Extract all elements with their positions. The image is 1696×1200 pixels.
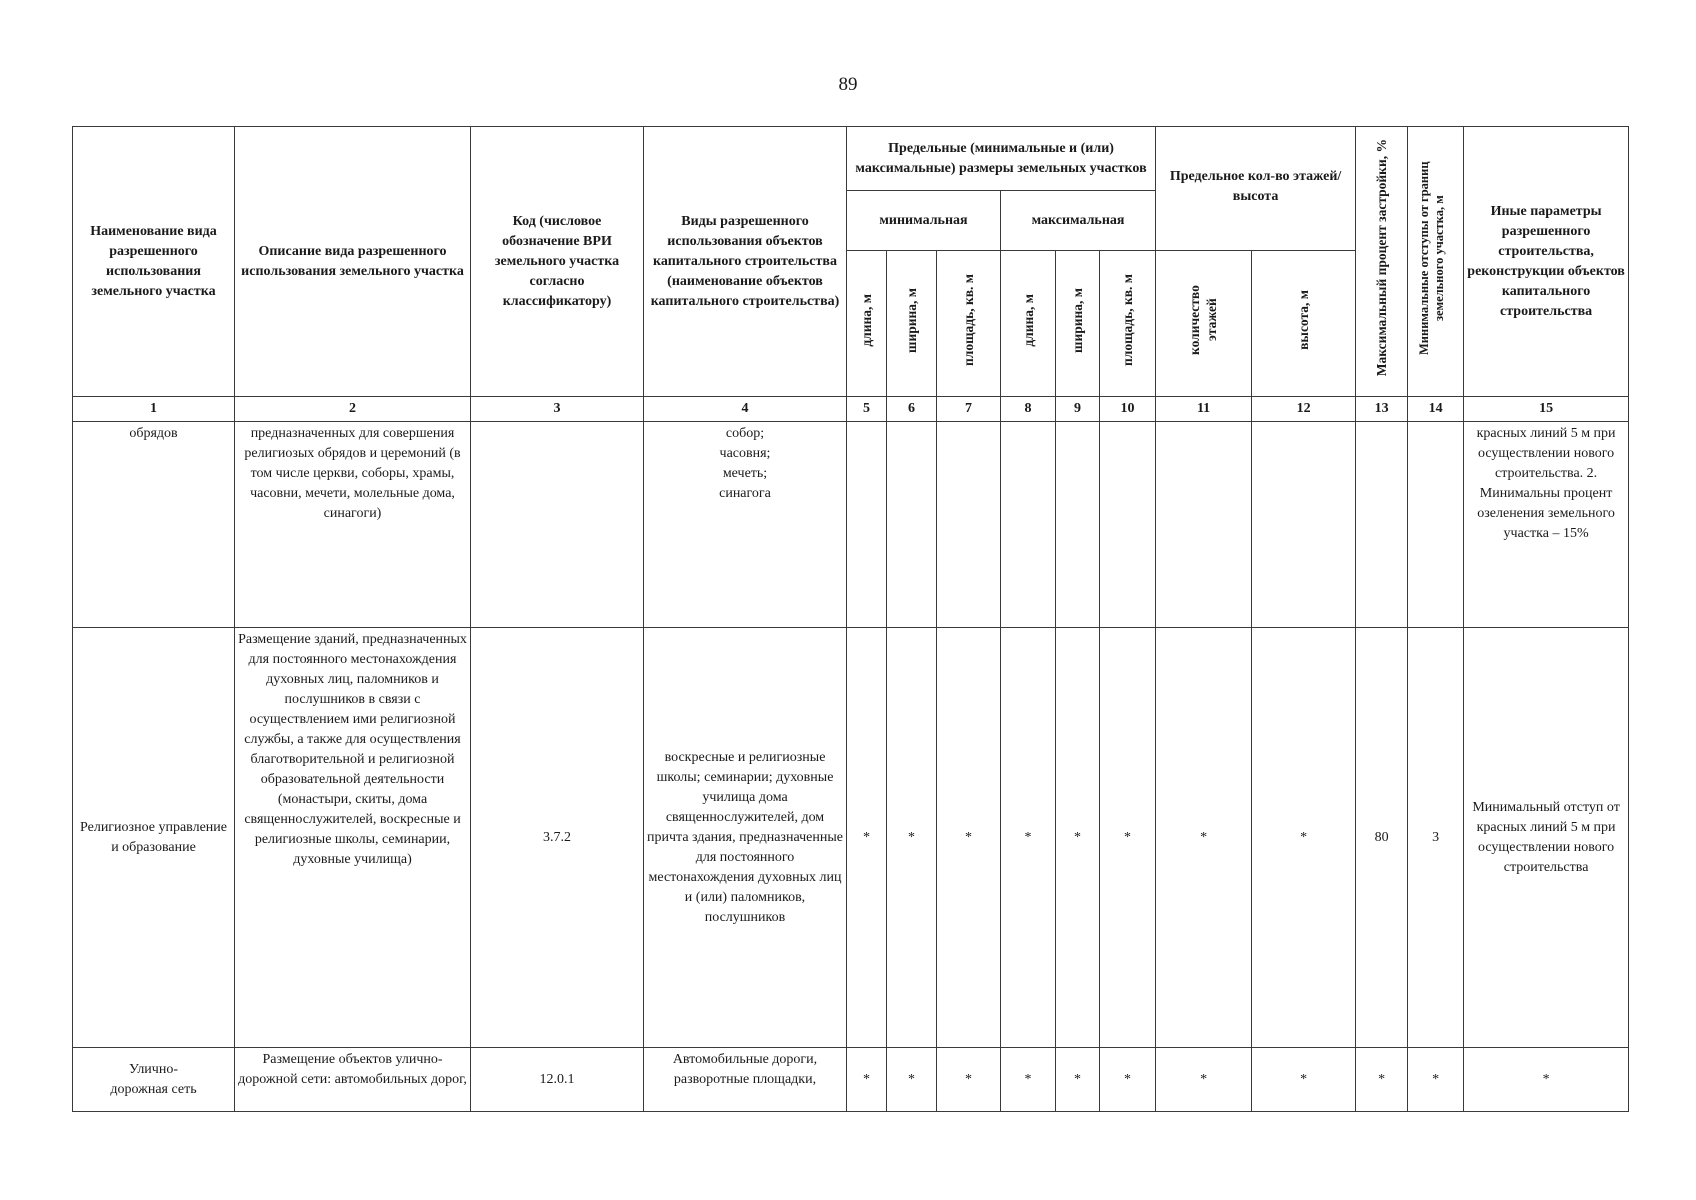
- col-number: 5: [847, 397, 887, 422]
- col-number: 7: [937, 397, 1001, 422]
- col-number: 12: [1252, 397, 1356, 422]
- cell-other: Минимальный отступ от красных линий 5 м при осуществлении нового строительства: [1464, 628, 1629, 1048]
- header-col1: Наименование вида разрешенного использования земельного участка: [73, 127, 235, 397]
- cell-objects: собор; часовня; мечеть; синагога: [644, 422, 847, 628]
- table-row: [73, 422, 1629, 628]
- cell-other: *: [1464, 1048, 1629, 1112]
- col-number: 13: [1356, 397, 1408, 422]
- cell-wid-min: *: [887, 628, 937, 1048]
- header-wid-max: ширина, м: [1056, 251, 1100, 397]
- header-max-percent: Максимальный процент застройки, %: [1356, 127, 1408, 397]
- cell-len-max: *: [1001, 1048, 1056, 1112]
- cell-code: 12.0.1: [471, 1048, 644, 1112]
- cell-description: Размещение зданий, предназначенных для постоянного местонахождения духовных лиц, паломников и послушников в связи с осуществлением ими религиозной службы, а также для осуществления благотворительной и религиозной образовательной деятельности (монастыри, скиты, дома священнослужителей, воскресные и религиозные школы, семинарии, духовные училища): [235, 628, 471, 1048]
- header-row-1: [73, 127, 1629, 191]
- header-height: высота, м: [1252, 251, 1356, 397]
- cell-len-min: *: [847, 628, 887, 1048]
- header-floors: количество этажей: [1156, 251, 1252, 397]
- cell-floors: *: [1156, 628, 1252, 1048]
- header-group-sizes: Предельные (минимальные и (или) максимальные) размеры земельных участков: [847, 127, 1156, 191]
- cell-len-min: [847, 422, 887, 628]
- cell-height: *: [1252, 1048, 1356, 1112]
- cell-area-max: [1100, 422, 1156, 628]
- header-len-max: длина, м: [1001, 251, 1056, 397]
- header-group-floors: Предельное кол-во этажей/высота: [1156, 127, 1356, 251]
- col-number: 2: [235, 397, 471, 422]
- zoning-table: [72, 126, 1629, 1112]
- cell-wid-max: [1056, 422, 1100, 628]
- cell-objects: воскресные и религиозные школы; семинарии; духовные училища дома священнослужителей, дом причта здания, предназначенные для постоянного местонахождения духовных лиц и (или) паломников, послушников: [644, 628, 847, 1048]
- cell-description: предназначенных для совершения религиозых обрядов и церемоний (в том числе церкви, соборы, храмы, часовни, мечети, молельные дома, синагоги): [235, 422, 471, 628]
- table-row: [73, 1048, 1629, 1112]
- cell-max-percent: [1356, 422, 1408, 628]
- column-numbers-row: [73, 397, 1629, 422]
- cell-description: Размещение объектов улично-дорожной сети: автомобильных дорог,: [235, 1048, 471, 1112]
- header-area-min: площадь, кв. м: [937, 251, 1001, 397]
- cell-name: обрядов: [73, 422, 235, 628]
- cell-min-setback: *: [1408, 1048, 1464, 1112]
- col-number: 10: [1100, 397, 1156, 422]
- col-number: 15: [1464, 397, 1629, 422]
- cell-len-max: [1001, 422, 1056, 628]
- cell-other: красных линий 5 м при осуществлении нового строительства. 2. Минимальны процент озеленения земельного участка – 15%: [1464, 422, 1629, 628]
- cell-min-setback: [1408, 422, 1464, 628]
- header-len-min: длина, м: [847, 251, 887, 397]
- cell-code: [471, 422, 644, 628]
- cell-code: 3.7.2: [471, 628, 644, 1048]
- cell-floors: [1156, 422, 1252, 628]
- header-min-setback: Минимальные отступы от границ земельного участка, м: [1408, 127, 1464, 397]
- table-row: [73, 628, 1629, 1048]
- col-number: 6: [887, 397, 937, 422]
- cell-area-max: *: [1100, 628, 1156, 1048]
- cell-area-min: *: [937, 628, 1001, 1048]
- col-number: 1: [73, 397, 235, 422]
- cell-area-min: *: [937, 1048, 1001, 1112]
- header-min: минимальная: [847, 191, 1001, 251]
- col-number: 9: [1056, 397, 1100, 422]
- cell-wid-min: [887, 422, 937, 628]
- cell-max-percent: 80: [1356, 628, 1408, 1048]
- header-area-max: площадь, кв. м: [1100, 251, 1156, 397]
- col-number: 3: [471, 397, 644, 422]
- col-number: 14: [1408, 397, 1464, 422]
- page-number: 89: [838, 74, 858, 95]
- cell-height: [1252, 422, 1356, 628]
- col-number: 8: [1001, 397, 1056, 422]
- header-col2: Описание вида разрешенного использования земельного участка: [235, 127, 471, 397]
- cell-area-min: [937, 422, 1001, 628]
- cell-min-setback: 3: [1408, 628, 1464, 1048]
- cell-height: *: [1252, 628, 1356, 1048]
- cell-name: Улично- дорожная сеть: [73, 1048, 235, 1112]
- cell-wid-max: *: [1056, 628, 1100, 1048]
- col-number: 4: [644, 397, 847, 422]
- cell-len-min: *: [847, 1048, 887, 1112]
- cell-max-percent: *: [1356, 1048, 1408, 1112]
- header-max: максимальная: [1001, 191, 1156, 251]
- header-wid-min: ширина, м: [887, 251, 937, 397]
- cell-objects: Автомобильные дороги, разворотные площадки,: [644, 1048, 847, 1112]
- cell-len-max: *: [1001, 628, 1056, 1048]
- cell-wid-max: *: [1056, 1048, 1100, 1112]
- header-other: Иные параметры разрешенного строительства, реконструкции объектов капитального строительства: [1464, 127, 1629, 397]
- cell-name: Религиозное управление и образование: [73, 628, 235, 1048]
- cell-wid-min: *: [887, 1048, 937, 1112]
- cell-area-max: *: [1100, 1048, 1156, 1112]
- cell-floors: *: [1156, 1048, 1252, 1112]
- header-col4: Виды разрешенного использования объектов капитального строительства (наименование объектов капитального строительства): [644, 127, 847, 397]
- col-number: 11: [1156, 397, 1252, 422]
- header-col3: Код (числовое обозначение ВРИ земельного участка согласно классификатору): [471, 127, 644, 397]
